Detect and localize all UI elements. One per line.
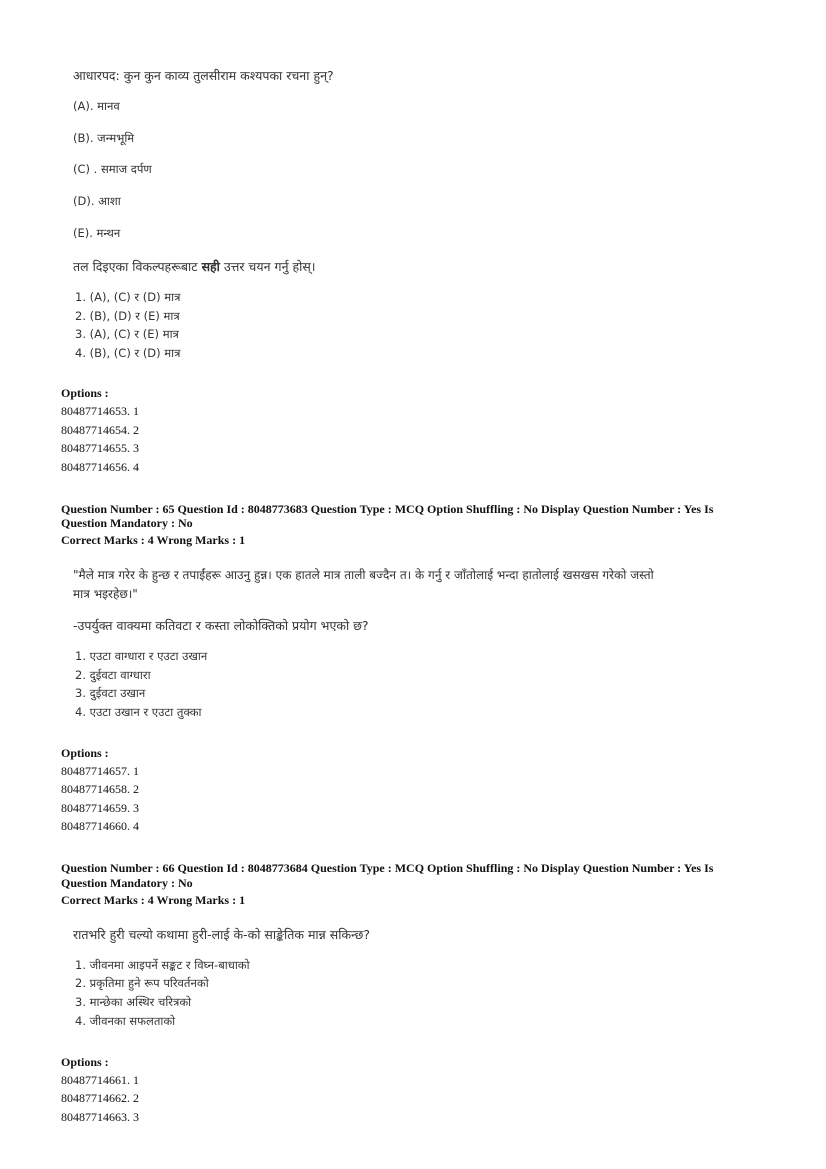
choice-4: 4. (B), (C) र (D) मात्र [75,346,181,360]
option-id-1: 80487714657. 1 [61,764,139,778]
option-id-3: 80487714655. 3 [61,441,139,455]
option-id-3: 80487714659. 3 [61,801,139,815]
question-marks: Correct Marks : 4 Wrong Marks : 1 [61,893,246,907]
item-a: (A). मानव [73,99,120,113]
question-meta: Question Number : 65 Question Id : 8048773683 Question Type : MCQ Option Shuffling : No Display Question Number : Yes Is [61,502,714,516]
option-id-1: 80487714653. 1 [61,404,139,418]
question-mandatory: Question Mandatory : No [61,876,193,890]
choice-2: 2. (B), (D) र (E) मात्र [75,309,180,323]
question-meta: Question Number : 66 Question Id : 8048773684 Question Type : MCQ Option Shuffling : No Display Question Number : Yes Is [61,861,714,875]
choice-1: 1. जीवनमा आइपर्ने सङ्कट र विघ्न-बाधाको [75,958,250,972]
instruction-bold: सही [201,259,220,274]
item-b: (B). जन्मभूमि [73,131,135,145]
item-d: (D). आशा [73,194,121,208]
choice-3: 3. (A), (C) र (E) मात्र [75,327,179,341]
choice-1: 1. एउटा वाग्धारा र एउटा उखान [75,649,208,663]
choice-3: 3. दुईवटा उखान [75,686,146,700]
question-mandatory: Question Mandatory : No [61,516,193,530]
options-label: Options : [61,1055,109,1069]
item-e: (E). मन्थन [73,226,121,240]
instruction-pre: तल दिइएका विकल्पहरूबाट [73,259,202,274]
choice-1: 1. (A), (C) र (D) मात्र [75,290,181,304]
option-id-2: 80487714654. 2 [61,423,139,437]
choice-4: 4. एउटा उखान र एउटा तुक्का [75,705,202,719]
option-id-4: 80487714656. 4 [61,460,139,474]
choice-2: 2. प्रकृतिमा हुने रूप परिवर्तनको [75,976,209,990]
option-id-2: 80487714658. 2 [61,782,139,796]
option-id-3: 80487714663. 3 [61,1110,139,1124]
question-text: आधारपद: कुन कुन काव्य तुलसीराम कश्यपका रचना हुन्? [73,68,334,83]
sub-question: -उपर्युक्त वाक्यमा कतिवटा र कस्ता लोकोक्तिको प्रयोग भएको छ? [73,618,369,633]
options-label: Options : [61,386,109,400]
item-c: (C) . समाज दर्पण [73,162,152,176]
question-text-line-2: मात्र भइरहेछ।" [73,587,138,601]
option-id-1: 80487714661. 1 [61,1073,139,1087]
instruction-post: उत्तर चयन गर्नु होस्। [219,259,316,274]
choice-3: 3. मान्छेका अस्थिर चरित्रको [75,995,192,1009]
option-id-4: 80487714660. 4 [61,819,139,833]
options-label: Options : [61,746,109,760]
choice-4: 4. जीवनका सफलताको [75,1014,176,1028]
question-marks: Correct Marks : 4 Wrong Marks : 1 [61,533,246,547]
question-text: रातभरि हुरी चल्यो कथामा हुरी-लाई के-को साङ्केतिक मान्न सकिन्छ? [73,927,371,942]
choice-2: 2. दुईवटा वाग्धारा [75,668,151,682]
option-id-2: 80487714662. 2 [61,1091,139,1105]
instruction [73,258,316,275]
question-text-line-1: "मैले मात्र गरेर के हुन्छ र तपाईंहरू आउनु हुन्न। एक हातले मात्र ताली बज्दैन त। के गर्नु र जाँतोलाई भन्दा हातोलाई खसखस गरेको जस्तो [73,568,654,582]
